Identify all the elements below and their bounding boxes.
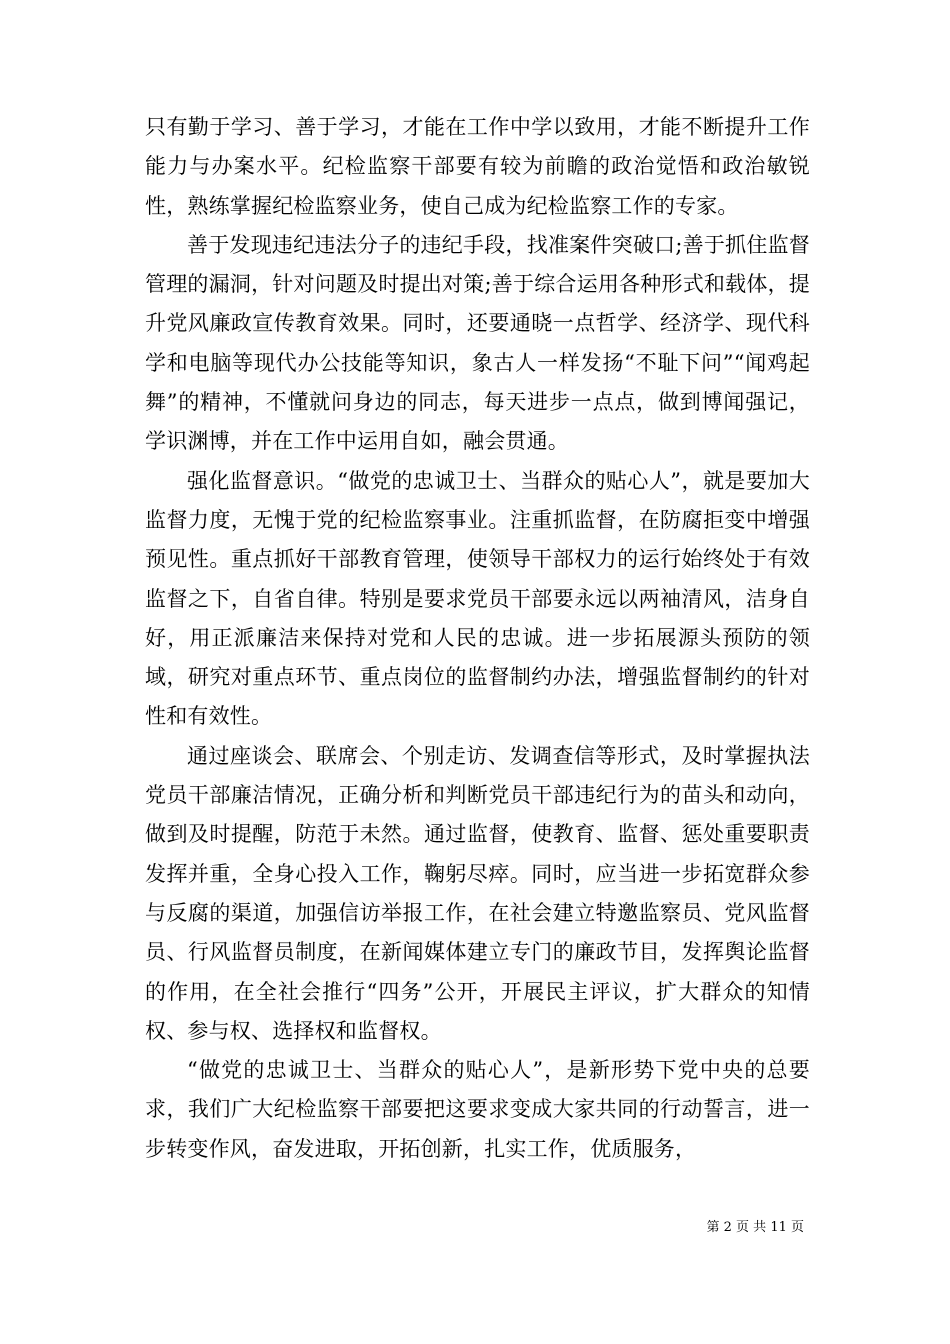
document-body [145,108,810,1169]
paragraph-3: 强化监督意识。“做党的忠诚卫士、当群众的贴心人”，就是要加大监督力度，无愧于党的纪检监察事业。注重抓监督，在防腐拒变中增强预见性。重点抓好干部教育管理，使领导干部权力的运行始终处于有效监督之下，自省自律。特别是要求党员干部要永远以两袖清风，洁身自好，用正派廉洁来保持对党和人民的忠诚。进一步拓展源头预防的领域，研究对重点环节、重点岗位的监督制约办法，增强监督制约的针对性和有效性。 [145,468,810,729]
paragraph-4: 通过座谈会、联席会、个别走访、发调查信等形式，及时掌握执法党员干部廉洁情况，正确分析和判断党员干部违纪行为的苗头和动向，做到及时提醒，防范于未然。通过监督，使教育、监督、惩处重要职责发挥并重，全身心投入工作，鞠躬尽瘁。同时，应当进一步拓宽群众参与反腐的渠道，加强信访举报工作，在社会建立特邀监察员、党风监督员、行风监督员制度，在新闻媒体建立专门的廉政节目，发挥舆论监督的作用，在全社会推行“四务”公开，开展民主评议，扩大群众的知情权、参与权、选择权和监督权。 [145,743,810,1043]
page-number-footer: 第 2 页 共 11 页 [706,1220,804,1235]
paragraph-5: “做党的忠诚卫士、当群众的贴心人”，是新形势下党中央的总要求，我们广大纪检监察干部要把这要求变成大家共同的行动誓言，进一步转变作风，奋发进取，开拓创新，扎实工作，优质服务， [145,1058,810,1161]
paragraph-1: 只有勤于学习、善于学习，才能在工作中学以致用，才能不断提升工作能力与办案水平。纪检监察干部要有较为前瞻的政治觉悟和政治敏锐性，熟练掌握纪检监察业务，使自己成为纪检监察工作的专家。 [145,115,810,218]
paragraph-2: 善于发现违纪违法分子的违纪手段，找准案件突破口;善于抓住监督管理的漏洞，针对问题及时提出对策;善于综合运用各种形式和载体，提升党风廉政宣传教育效果。同时，还要通晓一点哲学、经济学、现代科学和电脑等现代办公技能等知识，象古人一样发扬“不耻下问”“闻鸡起舞”的精神，不懂就问身边的同志，每天进步一点点，做到博闻强记，学识渊博，并在工作中运用自如，融会贯通。 [145,232,810,454]
